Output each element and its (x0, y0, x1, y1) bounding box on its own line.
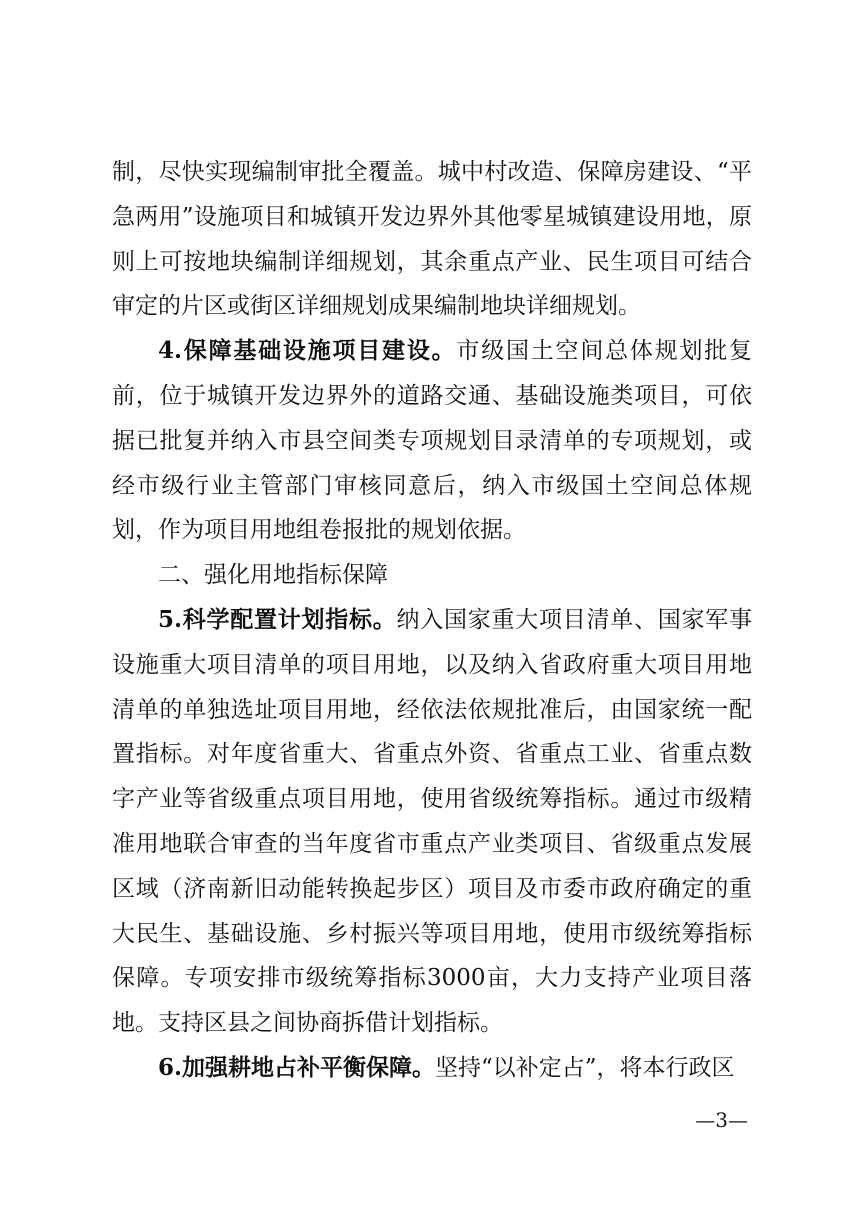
paragraph-continuation (112, 150, 752, 329)
paragraph-lead: 5.科学配置计划指标。 (158, 605, 397, 633)
paragraph-item-6 (112, 1046, 752, 1091)
page-number: —3— (695, 1108, 748, 1132)
paragraph-text: 坚持“以补定占”，将本行政区 (435, 1054, 735, 1081)
paragraph-item-4 (112, 329, 752, 553)
paragraph-text: 制，尽快实现编制审批全覆盖。城中村改造、保障房建设、“平急两用”设施项目和城镇开发边界外其他零星城镇建设用地，原则上可按地块编制详细规划，其余重点产业、民生项目可结合审定的片区或街区详细规划成果编制地块详细规划。 (112, 159, 752, 320)
paragraph-lead: 4.保障基础设施项目建设。 (158, 337, 457, 365)
paragraph-text: 纳入国家重大项目清单、国家军事设施重大项目清单的项目用地，以及纳入省政府重大项目用地清单的单独选址项目用地，经依法依规批准后，由国家统一配置指标。对年度省重大、省重点外资、省重点工业、省重点数字产业等省级重点项目用地，使用省级统筹指标。通过市级精准用地联合审查的当年度省市重点产业类项目、省级重点发展区域（济南新旧动能转换起步区）项目及市委市政府确定的重大民生、基础设施、乡村振兴等项目用地，使用市级统筹指标保障。专项安排市级统筹指标3000亩，大力支持产业项目落地。支持区县之间协商拆借计划指标。 (112, 606, 753, 1037)
section-heading: 二、强化用地指标保障 (158, 562, 388, 589)
paragraph-text: 市级国土空间总体规划批复前，位于城镇开发边界外的道路交通、基础设施类项目，可依据已批复并纳入市县空间类专项规划目录清单的专项规划，或经市级行业主管部门审核同意后，纳入市级国土空间总体规划，作为项目用地组卷报批的规划依据。 (112, 338, 753, 544)
paragraph-item-5 (112, 598, 752, 1046)
document-body (112, 150, 752, 1091)
paragraph-lead: 6.加强耕地占补平衡保障。 (158, 1053, 436, 1081)
